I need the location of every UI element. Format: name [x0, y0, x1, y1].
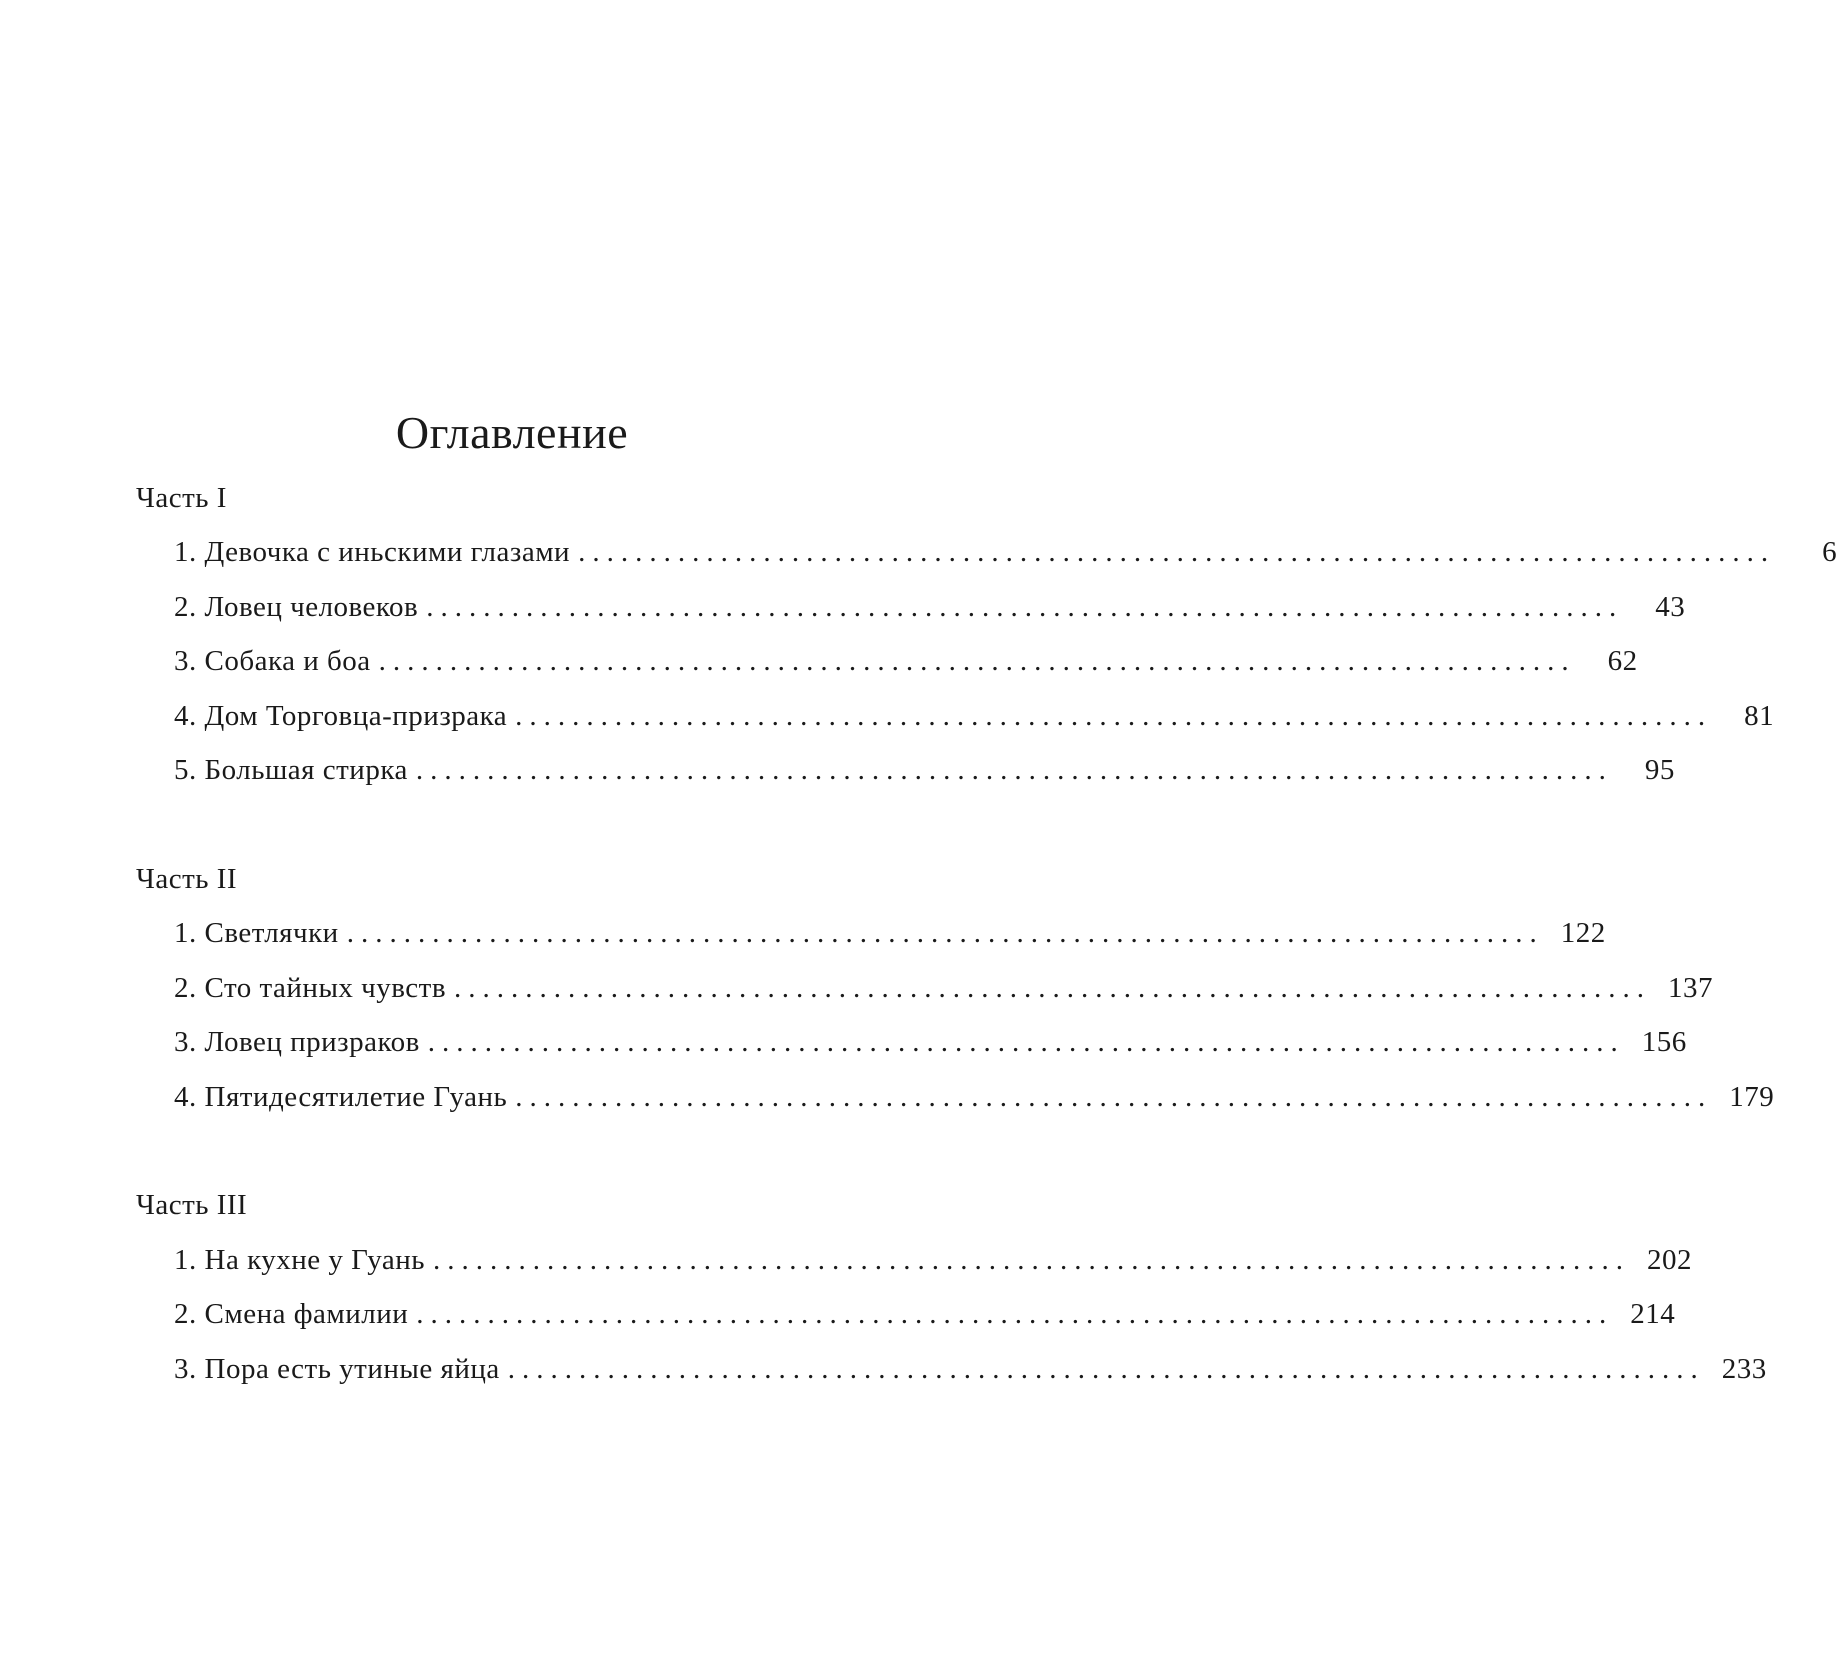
dot-leader: .................................................................................... [426, 591, 1624, 623]
entry-title: Собака и боа [204, 645, 371, 677]
entry-title: Ловец человеков [204, 591, 419, 623]
toc-entry[interactable] [174, 754, 1675, 786]
entry-page-number: 233 [1721, 1353, 1767, 1385]
entry-title: Ловец призраков [204, 1026, 420, 1058]
entry-title: Смена фамилии [204, 1298, 409, 1330]
toc-entry[interactable] [174, 972, 1714, 1004]
dot-leader: .................................................................................... [346, 917, 1544, 949]
entry-title: Большая стирка [204, 754, 408, 786]
entry-number: 5. [174, 754, 197, 786]
entry-title: Светлячки [204, 917, 339, 949]
entry-page-number: 6 [1822, 536, 1837, 568]
entry-title: Девочка с иньскими глазами [204, 536, 571, 568]
page-title: Оглавление [395, 407, 629, 458]
entry-number: 3. [174, 645, 197, 677]
entry-number: 4. [174, 1081, 197, 1113]
dot-leader: .................................................................................... [507, 1353, 1705, 1385]
dot-leader: .................................................................................... [515, 700, 1713, 732]
dot-leader: .................................................................................... [433, 1244, 1631, 1276]
toc-entry[interactable] [174, 1244, 1693, 1276]
entry-title: На кухне у Гуань [204, 1244, 426, 1276]
entry-number: 3. [174, 1026, 197, 1058]
entry-page-number: 137 [1668, 972, 1714, 1004]
toc-entry[interactable] [174, 536, 1837, 568]
entry-number: 1. [174, 536, 197, 568]
entry-title: Дом Торговца-призрака [204, 700, 508, 732]
entry-number: 1. [174, 917, 197, 949]
toc-entry[interactable] [174, 700, 1775, 732]
entry-title: Пора есть утиные яйца [204, 1353, 500, 1385]
entry-page-number: 95 [1644, 754, 1675, 786]
entry-page-number: 214 [1630, 1298, 1676, 1330]
toc-entry[interactable] [174, 645, 1638, 677]
toc-entry[interactable] [174, 1081, 1775, 1113]
dot-leader: .................................................................................... [378, 645, 1576, 677]
part-heading: Часть I [136, 482, 227, 514]
dot-leader: .................................................................................... [515, 1081, 1713, 1113]
entry-page-number: 202 [1647, 1244, 1693, 1276]
part-heading: Часть II [136, 863, 238, 895]
dot-leader: .................................................................................... [427, 1026, 1625, 1058]
toc-entry[interactable] [174, 591, 1686, 623]
dot-leader: .................................................................................... [578, 536, 1776, 568]
entry-title: Пятидесятилетие Гуань [204, 1081, 508, 1113]
entry-title: Сто тайных чувств [204, 972, 447, 1004]
entry-number: 1. [174, 1244, 197, 1276]
entry-number: 2. [174, 1298, 197, 1330]
entry-page-number: 156 [1641, 1026, 1687, 1058]
toc-entry[interactable] [174, 1298, 1676, 1330]
dot-leader: .................................................................................... [415, 754, 1613, 786]
part-heading: Часть III [136, 1189, 248, 1221]
dot-leader: .................................................................................... [454, 972, 1652, 1004]
entry-page-number: 122 [1560, 917, 1606, 949]
entry-page-number: 81 [1744, 700, 1775, 732]
toc-entry[interactable] [174, 1026, 1687, 1058]
entry-number: 2. [174, 972, 197, 1004]
toc-entry[interactable] [174, 917, 1606, 949]
entry-number: 4. [174, 700, 197, 732]
entry-page-number: 43 [1655, 591, 1686, 623]
entry-page-number: 179 [1729, 1081, 1775, 1113]
entry-number: 3. [174, 1353, 197, 1385]
toc-entry[interactable] [174, 1353, 1767, 1385]
entry-number: 2. [174, 591, 197, 623]
dot-leader: .................................................................................... [416, 1298, 1614, 1330]
entry-page-number: 62 [1607, 645, 1638, 677]
